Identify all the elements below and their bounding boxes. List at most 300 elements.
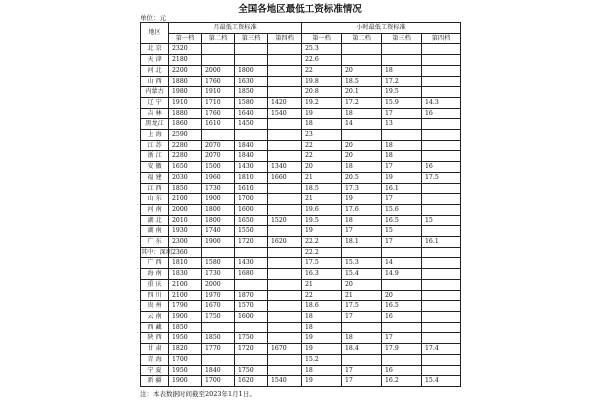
hourly-tier-1-cell: 19.5 bbox=[302, 215, 342, 226]
region-cell: 北 京 bbox=[141, 44, 169, 55]
monthly-tier-2-cell: 1850 bbox=[202, 333, 235, 344]
hourly-tier-2-cell bbox=[342, 322, 382, 333]
monthly-tier-2-header: 第二档 bbox=[202, 33, 235, 44]
hourly-tier-2-cell bbox=[342, 247, 382, 258]
hourly-tier-2-cell: 18.4 bbox=[342, 344, 382, 355]
hourly-tier-3-cell bbox=[382, 354, 422, 365]
monthly-tier-1-cell: 2030 bbox=[169, 172, 202, 183]
table-row bbox=[141, 140, 461, 151]
hourly-tier-2-cell: 18 bbox=[342, 333, 382, 344]
hourly-tier-3-cell bbox=[382, 247, 422, 258]
hourly-tier-4-cell bbox=[422, 55, 461, 66]
monthly-tier-3-cell bbox=[235, 55, 268, 66]
region-cell: 天 津 bbox=[141, 55, 169, 66]
monthly-tier-3-cell: 1580 bbox=[235, 97, 268, 108]
monthly-tier-4-cell: 1620 bbox=[268, 237, 302, 248]
table-row bbox=[141, 130, 461, 141]
monthly-tier-1-cell: 1880 bbox=[169, 76, 202, 87]
hourly-tier-1-cell: 18.5 bbox=[302, 183, 342, 194]
table-row bbox=[141, 247, 461, 258]
region-cell: 贵 州 bbox=[141, 301, 169, 312]
region-cell: 甘 肃 bbox=[141, 344, 169, 355]
table-row bbox=[141, 65, 461, 76]
hourly-tier-3-cell: 16.1 bbox=[382, 183, 422, 194]
hourly-tier-4-cell bbox=[422, 87, 461, 98]
hourly-tier-1-cell: 15.2 bbox=[302, 354, 342, 365]
monthly-tier-1-cell: 1950 bbox=[169, 333, 202, 344]
hourly-tier-4-cell bbox=[422, 290, 461, 301]
hourly-tier-1-cell: 19 bbox=[302, 344, 342, 355]
monthly-tier-2-cell bbox=[202, 354, 235, 365]
hourly-tier-4-cell bbox=[422, 365, 461, 376]
monthly-tier-3-cell: 1800 bbox=[235, 65, 268, 76]
hourly-tier-2-cell: 17.2 bbox=[342, 97, 382, 108]
monthly-tier-2-cell bbox=[202, 322, 235, 333]
hourly-tier-1-header: 第一档 bbox=[302, 33, 342, 44]
monthly-tier-3-cell: 1810 bbox=[235, 172, 268, 183]
region-cell: 山 东 bbox=[141, 194, 169, 205]
monthly-tier-2-cell bbox=[202, 44, 235, 55]
hourly-tier-1-cell: 22 bbox=[302, 151, 342, 162]
hourly-tier-2-cell: 15.4 bbox=[342, 269, 382, 280]
hourly-tier-1-cell: 19.6 bbox=[302, 204, 342, 215]
hourly-tier-2-cell: 20.5 bbox=[342, 172, 382, 183]
monthly-tier-2-cell: 1760 bbox=[202, 76, 235, 87]
table-row bbox=[141, 162, 461, 173]
hourly-tier-4-cell bbox=[422, 76, 461, 87]
hourly-tier-3-cell: 18 bbox=[382, 65, 422, 76]
region-cell: 安 徽 bbox=[141, 162, 169, 173]
monthly-tier-4-cell bbox=[268, 87, 302, 98]
table-row bbox=[141, 108, 461, 119]
monthly-tier-1-cell: 2280 bbox=[169, 140, 202, 151]
table-row bbox=[141, 301, 461, 312]
monthly-tier-1-cell: 1910 bbox=[169, 97, 202, 108]
table-row bbox=[141, 226, 461, 237]
monthly-tier-4-cell bbox=[268, 290, 302, 301]
monthly-tier-2-cell: 1900 bbox=[202, 237, 235, 248]
hourly-tier-4-cell bbox=[422, 279, 461, 290]
table-row bbox=[141, 290, 461, 301]
hourly-tier-3-cell: 17 bbox=[382, 194, 422, 205]
monthly-tier-1-cell: 2280 bbox=[169, 151, 202, 162]
monthly-tier-4-cell: 1520 bbox=[268, 215, 302, 226]
hourly-tier-3-cell: 16 bbox=[382, 365, 422, 376]
hourly-tier-4-cell: 17.5 bbox=[422, 172, 461, 183]
table-row bbox=[141, 269, 461, 280]
monthly-tier-4-cell bbox=[268, 279, 302, 290]
hourly-tier-2-cell: 18.1 bbox=[342, 237, 382, 248]
region-cell: 吉 林 bbox=[141, 108, 169, 119]
monthly-tier-1-cell: 1790 bbox=[169, 301, 202, 312]
hourly-tier-3-cell: 16.5 bbox=[382, 215, 422, 226]
monthly-tier-3-cell: 1620 bbox=[235, 376, 268, 387]
table-row bbox=[141, 344, 461, 355]
region-cell: 上 海 bbox=[141, 130, 169, 141]
monthly-tier-1-cell: 2100 bbox=[169, 279, 202, 290]
monthly-tier-2-cell: 1800 bbox=[202, 215, 235, 226]
hourly-tier-3-cell: 16.5 bbox=[382, 301, 422, 312]
hourly-tier-4-cell bbox=[422, 65, 461, 76]
hourly-tier-2-cell bbox=[342, 55, 382, 66]
table-body bbox=[141, 44, 461, 387]
monthly-tier-1-cell: 1850 bbox=[169, 183, 202, 194]
table-row bbox=[141, 333, 461, 344]
monthly-tier-2-cell: 1840 bbox=[202, 365, 235, 376]
hourly-tier-1-cell: 18.6 bbox=[302, 301, 342, 312]
monthly-tier-4-cell: 1340 bbox=[268, 162, 302, 173]
monthly-tier-4-cell bbox=[268, 226, 302, 237]
hourly-tier-4-cell bbox=[422, 119, 461, 130]
monthly-tier-2-cell: 1740 bbox=[202, 226, 235, 237]
hourly-tier-3-cell: 15.9 bbox=[382, 97, 422, 108]
hourly-tier-3-cell bbox=[382, 130, 422, 141]
monthly-tier-3-cell: 1750 bbox=[235, 365, 268, 376]
hourly-tier-1-cell: 22.2 bbox=[302, 247, 342, 258]
hourly-tier-1-cell: 21 bbox=[302, 194, 342, 205]
region-cell: 海 南 bbox=[141, 269, 169, 280]
region-cell: 云 南 bbox=[141, 311, 169, 322]
table-row bbox=[141, 204, 461, 215]
monthly-tier-2-cell: 1610 bbox=[202, 119, 235, 130]
monthly-tier-2-cell: 1960 bbox=[202, 172, 235, 183]
hourly-tier-3-cell: 16.2 bbox=[382, 376, 422, 387]
monthly-tier-3-cell: 1450 bbox=[235, 119, 268, 130]
region-cell: 福 建 bbox=[141, 172, 169, 183]
hourly-tier-4-cell bbox=[422, 151, 461, 162]
monthly-tier-3-cell: 1840 bbox=[235, 151, 268, 162]
monthly-tier-2-cell bbox=[202, 55, 235, 66]
monthly-tier-1-cell: 2360 bbox=[169, 247, 202, 258]
hourly-tier-1-cell: 20 bbox=[302, 162, 342, 173]
region-cell: 广 西 bbox=[141, 258, 169, 269]
hourly-tier-3-cell: 13 bbox=[382, 119, 422, 130]
hourly-tier-1-cell: 22.6 bbox=[302, 55, 342, 66]
hourly-tier-4-cell: 17.4 bbox=[422, 344, 461, 355]
region-cell: 其中：深圳 bbox=[141, 247, 169, 258]
hourly-tier-4-cell bbox=[422, 204, 461, 215]
monthly-tier-4-cell bbox=[268, 365, 302, 376]
monthly-tier-1-cell: 1860 bbox=[169, 119, 202, 130]
hourly-tier-1-cell: 22 bbox=[302, 65, 342, 76]
hourly-tier-2-cell: 17 bbox=[342, 311, 382, 322]
minimum-wage-table bbox=[140, 22, 461, 387]
region-cell: 宁 夏 bbox=[141, 365, 169, 376]
hourly-tier-2-cell: 17.6 bbox=[342, 204, 382, 215]
hourly-tier-1-cell: 19.2 bbox=[302, 97, 342, 108]
monthly-tier-2-cell: 1500 bbox=[202, 162, 235, 173]
monthly-tier-4-cell bbox=[268, 301, 302, 312]
monthly-tier-3-cell: 1630 bbox=[235, 76, 268, 87]
monthly-tier-1-cell: 2180 bbox=[169, 55, 202, 66]
monthly-tier-3-cell: 1640 bbox=[235, 108, 268, 119]
monthly-tier-2-cell bbox=[202, 130, 235, 141]
monthly-tier-2-cell: 1970 bbox=[202, 290, 235, 301]
hourly-tier-4-cell bbox=[422, 44, 461, 55]
table-row bbox=[141, 97, 461, 108]
region-cell: 湖 南 bbox=[141, 226, 169, 237]
monthly-tier-2-cell: 1760 bbox=[202, 108, 235, 119]
monthly-tier-4-cell bbox=[268, 247, 302, 258]
monthly-tier-3-cell: 1570 bbox=[235, 301, 268, 312]
hourly-tier-3-cell: 17.2 bbox=[382, 76, 422, 87]
hourly-tier-2-cell: 20 bbox=[342, 279, 382, 290]
monthly-tier-3-cell bbox=[235, 44, 268, 55]
monthly-tier-1-cell: 1900 bbox=[169, 376, 202, 387]
table-row bbox=[141, 376, 461, 387]
monthly-tier-4-cell bbox=[268, 322, 302, 333]
hourly-tier-4-cell bbox=[422, 322, 461, 333]
monthly-tier-4-cell bbox=[268, 183, 302, 194]
monthly-tier-4-cell bbox=[268, 76, 302, 87]
monthly-tier-4-cell bbox=[268, 130, 302, 141]
monthly-tier-4-cell bbox=[268, 194, 302, 205]
region-cell: 重 庆 bbox=[141, 279, 169, 290]
hourly-tier-4-cell: 16 bbox=[422, 108, 461, 119]
monthly-tier-2-cell: 2070 bbox=[202, 140, 235, 151]
hourly-tier-3-header: 第三档 bbox=[382, 33, 422, 44]
monthly-tier-3-cell bbox=[235, 130, 268, 141]
monthly-tier-3-cell: 1430 bbox=[235, 258, 268, 269]
hourly-tier-2-cell: 17 bbox=[342, 365, 382, 376]
hourly-tier-4-cell bbox=[422, 333, 461, 344]
hourly-tier-1-cell: 22 bbox=[302, 290, 342, 301]
hourly-tier-3-cell: 20 bbox=[382, 290, 422, 301]
monthly-tier-4-cell bbox=[268, 140, 302, 151]
hourly-tier-4-cell: 15 bbox=[422, 215, 461, 226]
hourly-tier-1-cell: 18 bbox=[302, 311, 342, 322]
monthly-tier-1-cell: 2100 bbox=[169, 194, 202, 205]
monthly-tier-2-cell: 1910 bbox=[202, 87, 235, 98]
monthly-tier-4-cell: 1670 bbox=[268, 344, 302, 355]
table-row bbox=[141, 311, 461, 322]
hourly-tier-1-cell: 23 bbox=[302, 130, 342, 141]
monthly-tier-2-cell: 1900 bbox=[202, 194, 235, 205]
hourly-tier-1-cell: 19 bbox=[302, 108, 342, 119]
hourly-tier-2-cell: 15.3 bbox=[342, 258, 382, 269]
table-row bbox=[141, 258, 461, 269]
monthly-tier-1-cell: 2010 bbox=[169, 215, 202, 226]
table-row bbox=[141, 172, 461, 183]
hourly-tier-1-cell: 19.8 bbox=[302, 76, 342, 87]
monthly-tier-2-cell: 1730 bbox=[202, 269, 235, 280]
hourly-tier-1-cell: 19 bbox=[302, 226, 342, 237]
monthly-tier-4-cell bbox=[268, 258, 302, 269]
monthly-tier-1-cell: 2200 bbox=[169, 65, 202, 76]
monthly-tier-1-cell: 2000 bbox=[169, 204, 202, 215]
region-cell: 山 西 bbox=[141, 76, 169, 87]
monthly-tier-3-cell bbox=[235, 247, 268, 258]
monthly-tier-1-cell: 1980 bbox=[169, 87, 202, 98]
hourly-tier-2-cell: 18.5 bbox=[342, 76, 382, 87]
monthly-tier-3-cell: 1550 bbox=[235, 226, 268, 237]
monthly-tier-2-cell bbox=[202, 247, 235, 258]
region-cell: 四 川 bbox=[141, 290, 169, 301]
table-row bbox=[141, 151, 461, 162]
table-row bbox=[141, 194, 461, 205]
hourly-tier-1-cell: 18 bbox=[302, 322, 342, 333]
monthly-tier-3-cell: 1720 bbox=[235, 237, 268, 248]
monthly-tier-3-cell: 1650 bbox=[235, 215, 268, 226]
hourly-tier-3-cell: 16 bbox=[382, 311, 422, 322]
hourly-tier-3-cell bbox=[382, 279, 422, 290]
monthly-tier-1-cell: 1810 bbox=[169, 258, 202, 269]
monthly-tier-1-cell: 2300 bbox=[169, 237, 202, 248]
hourly-tier-2-cell bbox=[342, 130, 382, 141]
hourly-tier-4-cell bbox=[422, 269, 461, 280]
monthly-tier-4-cell: 1540 bbox=[268, 376, 302, 387]
region-cell: 辽 宁 bbox=[141, 97, 169, 108]
hourly-tier-4-cell: 14.3 bbox=[422, 97, 461, 108]
hourly-tier-1-cell: 22 bbox=[302, 140, 342, 151]
hourly-tier-1-cell: 20.8 bbox=[302, 87, 342, 98]
hourly-tier-2-cell bbox=[342, 44, 382, 55]
monthly-tier-1-cell: 1650 bbox=[169, 162, 202, 173]
monthly-tier-3-cell: 1600 bbox=[235, 204, 268, 215]
hourly-tier-4-cell bbox=[422, 226, 461, 237]
monthly-tier-1-cell: 1820 bbox=[169, 344, 202, 355]
monthly-tier-3-cell bbox=[235, 322, 268, 333]
monthly-tier-2-cell: 2000 bbox=[202, 65, 235, 76]
hourly-header: 小时最低工资标准 bbox=[302, 23, 461, 34]
monthly-tier-2-cell: 1670 bbox=[202, 301, 235, 312]
region-cell: 江 苏 bbox=[141, 140, 169, 151]
monthly-tier-4-cell bbox=[268, 119, 302, 130]
monthly-tier-2-cell: 1700 bbox=[202, 376, 235, 387]
table-row bbox=[141, 119, 461, 130]
hourly-tier-3-cell: 15.6 bbox=[382, 204, 422, 215]
monthly-tier-3-cell: 1850 bbox=[235, 87, 268, 98]
hourly-tier-2-cell: 20.1 bbox=[342, 87, 382, 98]
monthly-tier-4-cell: 1540 bbox=[268, 108, 302, 119]
hourly-tier-2-cell: 17.3 bbox=[342, 183, 382, 194]
hourly-tier-2-cell: 19 bbox=[342, 194, 382, 205]
monthly-tier-1-cell: 1850 bbox=[169, 322, 202, 333]
monthly-header: 月最低工资标准 bbox=[169, 23, 302, 34]
hourly-tier-2-cell bbox=[342, 354, 382, 365]
region-cell: 江 西 bbox=[141, 183, 169, 194]
hourly-tier-4-cell bbox=[422, 311, 461, 322]
region-cell: 广 东 bbox=[141, 237, 169, 248]
hourly-tier-3-cell bbox=[382, 55, 422, 66]
hourly-tier-2-cell: 17.5 bbox=[342, 301, 382, 312]
hourly-tier-4-cell bbox=[422, 183, 461, 194]
table-row bbox=[141, 44, 461, 55]
monthly-tier-3-cell: 1870 bbox=[235, 290, 268, 301]
monthly-tier-3-cell: 1750 bbox=[235, 333, 268, 344]
hourly-tier-2-cell: 17 bbox=[342, 226, 382, 237]
hourly-tier-3-cell: 14.9 bbox=[382, 269, 422, 280]
region-header: 地区 bbox=[141, 23, 169, 44]
table-row bbox=[141, 215, 461, 226]
table-row bbox=[141, 279, 461, 290]
monthly-tier-4-cell bbox=[268, 44, 302, 55]
hourly-tier-3-cell: 19 bbox=[382, 172, 422, 183]
hourly-tier-1-cell: 19 bbox=[302, 376, 342, 387]
hourly-tier-3-cell: 18 bbox=[382, 151, 422, 162]
table-row bbox=[141, 183, 461, 194]
monthly-tier-2-cell: 1750 bbox=[202, 311, 235, 322]
table-row bbox=[141, 237, 461, 248]
monthly-tier-4-cell bbox=[268, 151, 302, 162]
region-cell: 陕 西 bbox=[141, 333, 169, 344]
hourly-tier-3-cell: 17.9 bbox=[382, 344, 422, 355]
region-cell: 浙 江 bbox=[141, 151, 169, 162]
hourly-tier-2-cell: 14 bbox=[342, 119, 382, 130]
hourly-tier-4-cell: 16 bbox=[422, 162, 461, 173]
table-row bbox=[141, 365, 461, 376]
hourly-tier-1-cell: 19 bbox=[302, 333, 342, 344]
monthly-tier-3-cell: 1430 bbox=[235, 162, 268, 173]
hourly-tier-2-cell: 17 bbox=[342, 376, 382, 387]
hourly-tier-2-cell: 18 bbox=[342, 215, 382, 226]
page-title: 全国各地区最低工资标准情况 bbox=[238, 4, 362, 15]
hourly-tier-3-cell: 17 bbox=[382, 333, 422, 344]
monthly-tier-1-cell: 1950 bbox=[169, 365, 202, 376]
hourly-tier-2-cell: 20 bbox=[342, 140, 382, 151]
monthly-tier-2-cell: 1770 bbox=[202, 344, 235, 355]
monthly-tier-4-cell bbox=[268, 204, 302, 215]
region-cell: 西 藏 bbox=[141, 322, 169, 333]
monthly-tier-4-cell bbox=[268, 55, 302, 66]
hourly-tier-4-cell bbox=[422, 258, 461, 269]
footnote: 注：本表数据时间截至2023年1月1日。 bbox=[140, 390, 256, 398]
region-cell: 青 海 bbox=[141, 354, 169, 365]
hourly-tier-3-cell: 17 bbox=[382, 108, 422, 119]
hourly-tier-1-cell: 16.3 bbox=[302, 269, 342, 280]
table-row bbox=[141, 322, 461, 333]
hourly-tier-1-cell: 21 bbox=[302, 279, 342, 290]
monthly-tier-1-cell: 1880 bbox=[169, 108, 202, 119]
hourly-tier-2-cell: 18 bbox=[342, 162, 382, 173]
hourly-tier-3-cell: 19.5 bbox=[382, 87, 422, 98]
hourly-tier-2-cell: 18 bbox=[342, 108, 382, 119]
monthly-tier-1-cell: 2320 bbox=[169, 44, 202, 55]
monthly-tier-3-header: 第三档 bbox=[235, 33, 268, 44]
table-row bbox=[141, 354, 461, 365]
monthly-tier-3-cell: 1720 bbox=[235, 344, 268, 355]
monthly-tier-1-cell: 2100 bbox=[169, 290, 202, 301]
monthly-tier-1-cell: 1700 bbox=[169, 354, 202, 365]
monthly-tier-4-cell: 1420 bbox=[268, 97, 302, 108]
monthly-tier-1-cell: 1930 bbox=[169, 226, 202, 237]
monthly-tier-3-cell: 1680 bbox=[235, 269, 268, 280]
hourly-tier-1-cell: 18 bbox=[302, 365, 342, 376]
hourly-tier-2-cell: 20 bbox=[342, 65, 382, 76]
monthly-tier-1-cell: 1830 bbox=[169, 269, 202, 280]
hourly-tier-2-cell: 21 bbox=[342, 290, 382, 301]
hourly-tier-2-cell: 20 bbox=[342, 151, 382, 162]
monthly-tier-3-cell bbox=[235, 354, 268, 365]
region-cell: 黑龙江 bbox=[141, 119, 169, 130]
monthly-tier-3-cell: 1610 bbox=[235, 183, 268, 194]
hourly-tier-4-cell bbox=[422, 194, 461, 205]
monthly-tier-2-cell: 1730 bbox=[202, 183, 235, 194]
table-row bbox=[141, 55, 461, 66]
monthly-tier-4-header: 第四档 bbox=[268, 33, 302, 44]
hourly-tier-3-cell: 17 bbox=[382, 237, 422, 248]
monthly-tier-3-cell bbox=[235, 279, 268, 290]
monthly-tier-4-cell bbox=[268, 269, 302, 280]
monthly-tier-4-cell: 1660 bbox=[268, 172, 302, 183]
region-cell: 河 南 bbox=[141, 204, 169, 215]
monthly-tier-2-cell: 1710 bbox=[202, 97, 235, 108]
hourly-tier-1-cell: 18 bbox=[302, 119, 342, 130]
hourly-tier-4-cell bbox=[422, 140, 461, 151]
monthly-tier-3-cell: 1600 bbox=[235, 311, 268, 322]
hourly-tier-2-header: 第二档 bbox=[342, 33, 382, 44]
monthly-tier-2-cell: 1800 bbox=[202, 204, 235, 215]
